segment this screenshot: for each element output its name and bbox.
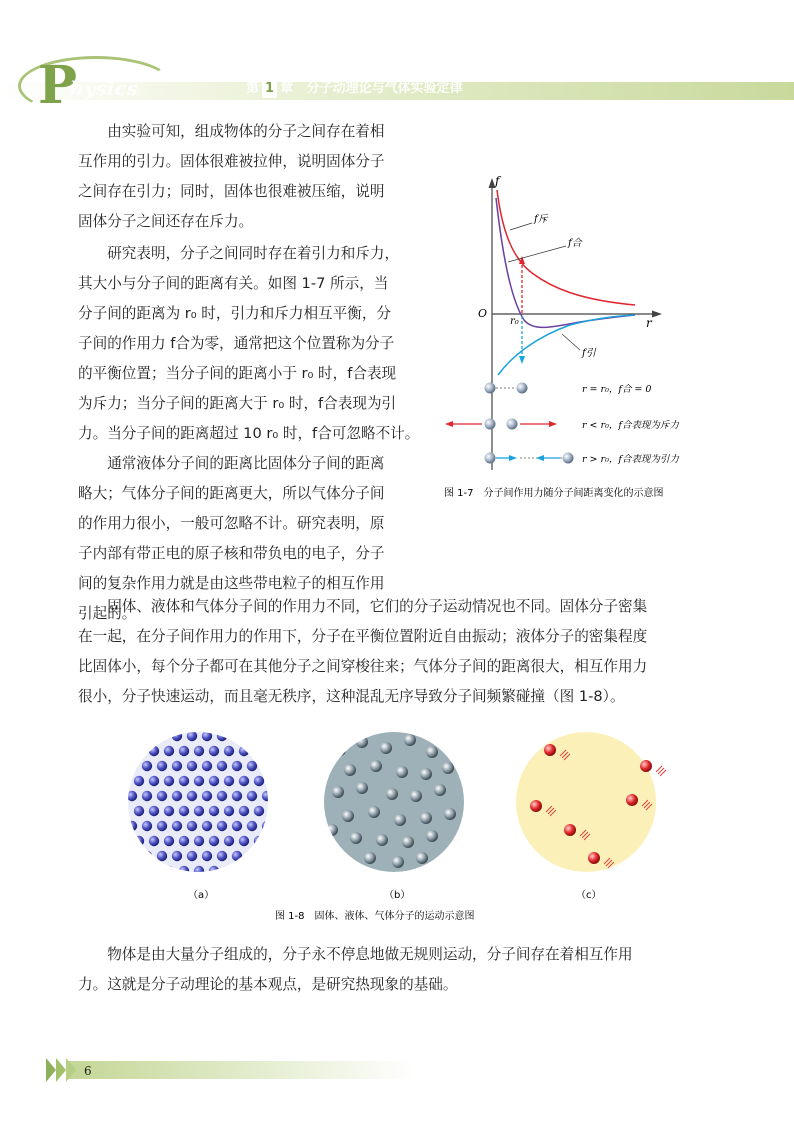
liquid-molecule — [326, 824, 338, 836]
solid-molecule — [224, 746, 234, 756]
solid-molecule — [209, 866, 219, 876]
solid-molecule — [164, 866, 174, 876]
solid-molecule — [247, 851, 257, 861]
molecule — [485, 419, 496, 430]
solid-molecule — [262, 731, 272, 741]
p2-line: 子间的作用力 f合为零，通常把这个位置称为分子 — [78, 335, 395, 352]
solid-molecule — [202, 731, 212, 741]
solid-molecule — [247, 821, 257, 831]
liquid-molecule — [404, 734, 416, 746]
solid-molecule — [262, 851, 272, 861]
solid-molecule — [172, 791, 182, 801]
solid-molecule — [239, 866, 249, 876]
solid-molecule — [194, 806, 204, 816]
p2-line: 力。当分子间的距离超过 10 r₀ 时，f合可忽略不计。 — [78, 425, 420, 442]
liquid-molecule — [364, 852, 376, 864]
molecule — [507, 419, 518, 430]
footer-bar — [46, 1058, 416, 1082]
solid-molecule — [134, 836, 144, 846]
solid-molecule — [217, 761, 227, 771]
solid-molecule — [269, 746, 279, 756]
solid-molecule — [172, 761, 182, 771]
solid-molecule — [232, 761, 242, 771]
solid-molecule — [247, 761, 257, 771]
r-axis-label: r — [646, 316, 652, 330]
p4-line: 在一起，在分子间作用力的作用下，分子在平衡位置附近自由振动；液体分子的密集程度 — [78, 628, 648, 645]
solid-molecule — [187, 851, 197, 861]
origin-label: O — [478, 307, 488, 320]
p3-line: 通常液体分子间的距离比固体分子间的距离 — [107, 455, 385, 472]
liquid-molecule — [434, 784, 446, 796]
solid-molecule — [269, 836, 279, 846]
molecule — [563, 453, 574, 464]
solid-molecule — [164, 836, 174, 846]
p3-line: 子内部有带正电的原子核和带负电的电子，分子 — [78, 545, 385, 562]
figure-1-8-molecular-motion — [110, 730, 670, 930]
solid-molecule — [194, 866, 204, 876]
header-brand-initial: P — [38, 55, 78, 116]
solid-molecule — [217, 731, 227, 741]
solid-molecule — [149, 836, 159, 846]
paragraph-2 — [78, 239, 434, 449]
p2-line: 分子间的距离为 r₀ 时，引力和斥力相互平衡，分 — [78, 305, 392, 322]
figure-1-8-caption: 图 1-8 固体、液体、气体分子的运动示意图 — [275, 911, 475, 922]
p2-line: 研究表明，分子之间同时存在着引力和斥力， — [107, 245, 400, 262]
solid-molecule — [149, 746, 159, 756]
r-axis-arrow — [652, 311, 662, 318]
solid-molecule — [127, 821, 137, 831]
solid-molecule — [164, 746, 174, 756]
p2-line: 其大小与分子间的距离有关。如图 1-7 所示，当 — [78, 275, 389, 292]
solid-molecule — [179, 776, 189, 786]
solid-molecule — [202, 761, 212, 771]
solid-molecule — [142, 851, 152, 861]
liquid-molecule — [410, 790, 422, 802]
solid-molecule — [232, 821, 242, 831]
solid-molecule — [187, 791, 197, 801]
solid-molecule — [127, 791, 137, 801]
gas-molecule — [588, 852, 600, 864]
liquid-molecule — [402, 836, 414, 848]
label-attractive: f引 — [582, 348, 596, 359]
liquid-molecule — [396, 766, 408, 778]
solid-molecule — [172, 821, 182, 831]
r0-label: r₀ — [510, 316, 519, 327]
solid-molecule — [194, 836, 204, 846]
gas-molecule — [626, 794, 638, 806]
solid-molecule — [269, 866, 279, 876]
solid-molecule — [157, 731, 167, 741]
p3-line: 间的复杂作用力就是由这些带电粒子的相互作用 — [78, 575, 385, 592]
solid-molecule — [179, 806, 189, 816]
solid-molecule — [232, 791, 242, 801]
liquid-molecule — [376, 834, 388, 846]
p1-line: 之间存在引力；同时，固体也很难被压缩，说明 — [78, 183, 385, 200]
liquid-molecule — [356, 736, 368, 748]
solid-molecule — [172, 851, 182, 861]
solid-molecule — [209, 776, 219, 786]
liquid-molecule — [350, 832, 362, 844]
legend-attraction: r > r₀，f合表现为引力 — [582, 454, 679, 465]
liquid-molecule — [394, 814, 406, 826]
solid-molecule — [157, 851, 167, 861]
solid-molecule — [209, 746, 219, 756]
solid-molecule — [224, 866, 234, 876]
solid-molecule — [134, 746, 144, 756]
liquid-molecule — [420, 768, 432, 780]
solid-molecule — [164, 776, 174, 786]
p4-line: 固体、液体和气体分子间的作用力不同，它们的分子运动情况也不同。固体分子密集 — [107, 598, 648, 615]
solid-molecule — [127, 731, 137, 741]
solid-molecule — [224, 806, 234, 816]
label-repulsive: f斥 — [534, 214, 548, 225]
solid-molecule — [179, 746, 189, 756]
solid-molecule — [239, 806, 249, 816]
label-b: （b） — [384, 890, 411, 901]
label-net: f合 — [568, 238, 582, 249]
solid-molecule — [262, 791, 272, 801]
header-chapter — [246, 80, 463, 98]
solid-molecule — [134, 866, 144, 876]
legend-equilibrium: r = r₀，f合 = 0 — [582, 384, 652, 395]
solid-molecule — [239, 746, 249, 756]
leader-repulsive — [510, 223, 532, 230]
chapter-title: 分子动理论与气体实验定律 — [306, 81, 463, 96]
solid-molecule — [142, 731, 152, 741]
gas-molecule — [544, 744, 556, 756]
solid-molecule — [149, 866, 159, 876]
solid-molecule — [179, 836, 189, 846]
liquid-molecule — [368, 806, 380, 818]
attractive-arrow-head — [519, 356, 525, 364]
footer-chevron — [56, 1058, 66, 1082]
solid-molecule — [127, 851, 137, 861]
p1-line: 互作用的引力。固体很难被拉伸，说明固体分子 — [78, 153, 385, 170]
liquid-molecule — [444, 808, 456, 820]
push-arrow-right-head — [549, 421, 557, 427]
header-brand-rest: hysics — [70, 78, 139, 100]
paragraph-5 — [78, 940, 718, 1000]
liquid-molecule — [356, 782, 368, 794]
left-column-text — [78, 117, 434, 629]
solid-molecule — [142, 821, 152, 831]
solid-molecule — [262, 761, 272, 771]
liquid-molecule — [426, 830, 438, 842]
liquid-molecule — [380, 742, 392, 754]
solid-molecule — [209, 836, 219, 846]
solid-molecule — [224, 776, 234, 786]
solid-molecule — [202, 791, 212, 801]
p2-line: 的平衡位置；当分子间的距离小于 r₀ 时，f合表现 — [78, 365, 397, 382]
solid-molecule — [217, 791, 227, 801]
footer-chevron — [46, 1058, 56, 1082]
solid-molecule — [254, 776, 264, 786]
molecule — [485, 453, 496, 464]
chapter-suffix: 章 — [280, 81, 294, 96]
molecule — [517, 383, 528, 394]
solid-molecule — [269, 776, 279, 786]
pull-arrow-right-head — [536, 455, 544, 461]
solid-molecule — [254, 806, 264, 816]
p4-line: 很小，分子快速运动，而且毫无秩序，这种混乱无序导致分子间频繁碰撞（图 1-8）。 — [78, 688, 625, 705]
solid-molecule — [134, 776, 144, 786]
solid-molecule — [194, 746, 204, 756]
solid-molecule — [187, 731, 197, 741]
f-axis-label: f — [495, 174, 500, 188]
solid-molecule — [187, 821, 197, 831]
footer-gradient — [66, 1061, 416, 1079]
net-force-curve — [496, 198, 635, 327]
liquid-molecule — [416, 852, 428, 864]
figure-1-7-caption: 图 1-7 分子间作用力随分子间距离变化的示意图 — [444, 488, 664, 499]
gas-molecule — [530, 800, 542, 812]
solid-molecule — [142, 761, 152, 771]
liquid-molecule — [420, 812, 432, 824]
solid-molecule — [254, 746, 264, 756]
p3-line: 的作用力很小，一般可忽略不计。研究表明，原 — [78, 515, 385, 532]
p1-line: 由实验可知，组成物体的分子之间存在着相 — [107, 123, 385, 140]
solid-molecule — [217, 851, 227, 861]
solid-molecule — [142, 791, 152, 801]
solid-molecule — [149, 806, 159, 816]
p4-line: 比固体小，每个分子都可在其他分子之间穿梭往来；气体分子间的距离很大，相互作用力 — [78, 658, 648, 675]
solid-molecule — [224, 836, 234, 846]
solid-molecule — [157, 761, 167, 771]
liquid-molecule — [370, 760, 382, 772]
liquid-molecule — [344, 764, 356, 776]
liquid-molecule — [386, 788, 398, 800]
p5-line: 物体是由大量分子组成的，分子永不停息地做无规则运动，分子间存在着相互作用 — [107, 946, 633, 963]
solid-molecule — [254, 836, 264, 846]
gas-molecule — [564, 824, 576, 836]
solid-molecule — [157, 791, 167, 801]
liquid-molecule — [426, 746, 438, 758]
solid-molecule — [217, 821, 227, 831]
legend-repulsion: r < r₀，f合表现为斥力 — [582, 420, 679, 431]
repulsive-curve — [497, 190, 635, 305]
solid-molecule — [239, 836, 249, 846]
solid-molecule — [232, 731, 242, 741]
chapter-number: 1 — [262, 80, 277, 98]
push-arrow-left-head — [445, 421, 453, 427]
solid-molecule — [127, 761, 137, 771]
page-number: 6 — [84, 1064, 92, 1078]
gas-molecule — [640, 760, 652, 772]
solid-molecule — [164, 806, 174, 816]
label-a: （a） — [188, 890, 215, 901]
pull-arrow-left-head — [509, 455, 517, 461]
liquid-molecule — [332, 786, 344, 798]
liquid-molecule — [334, 744, 346, 756]
liquid-molecule — [392, 856, 404, 868]
solid-molecule — [179, 866, 189, 876]
solid-molecule — [247, 731, 257, 741]
solid-molecule — [187, 761, 197, 771]
solid-molecule — [172, 731, 182, 741]
solid-molecule — [269, 806, 279, 816]
liquid-molecule — [442, 762, 454, 774]
p2-line: 为斥力；当分子间的距离大于 r₀ 时，f合表现为引 — [78, 395, 397, 412]
solid-molecule — [134, 806, 144, 816]
solid-molecule — [209, 806, 219, 816]
p1-line: 固体分子之间还存在斥力。 — [78, 213, 254, 230]
solid-molecule — [194, 776, 204, 786]
solid-molecule — [149, 776, 159, 786]
p3-line: 略大；气体分子间的距离更大，所以气体分子间 — [78, 485, 385, 502]
solid-molecule — [262, 821, 272, 831]
figure-1-7-force-curve — [440, 170, 715, 505]
solid-molecule — [157, 821, 167, 831]
solid-molecule — [247, 791, 257, 801]
p5-line: 力。这就是分子动理论的基本观点，是研究热现象的基础。 — [78, 976, 458, 993]
leader-attractive — [562, 334, 580, 350]
paragraph-1 — [78, 117, 434, 237]
solid-molecule — [202, 821, 212, 831]
solid-molecule — [232, 851, 242, 861]
chapter-prefix: 第 — [246, 81, 260, 96]
liquid-molecule — [342, 810, 354, 822]
solid-molecule — [239, 776, 249, 786]
solid-molecule — [254, 866, 264, 876]
solid-molecule — [202, 851, 212, 861]
leader-net — [508, 246, 566, 262]
paragraph-4 — [78, 592, 718, 712]
label-c: （c） — [576, 890, 602, 901]
p3-line: 引起的。 — [78, 605, 137, 622]
molecule — [485, 383, 496, 394]
